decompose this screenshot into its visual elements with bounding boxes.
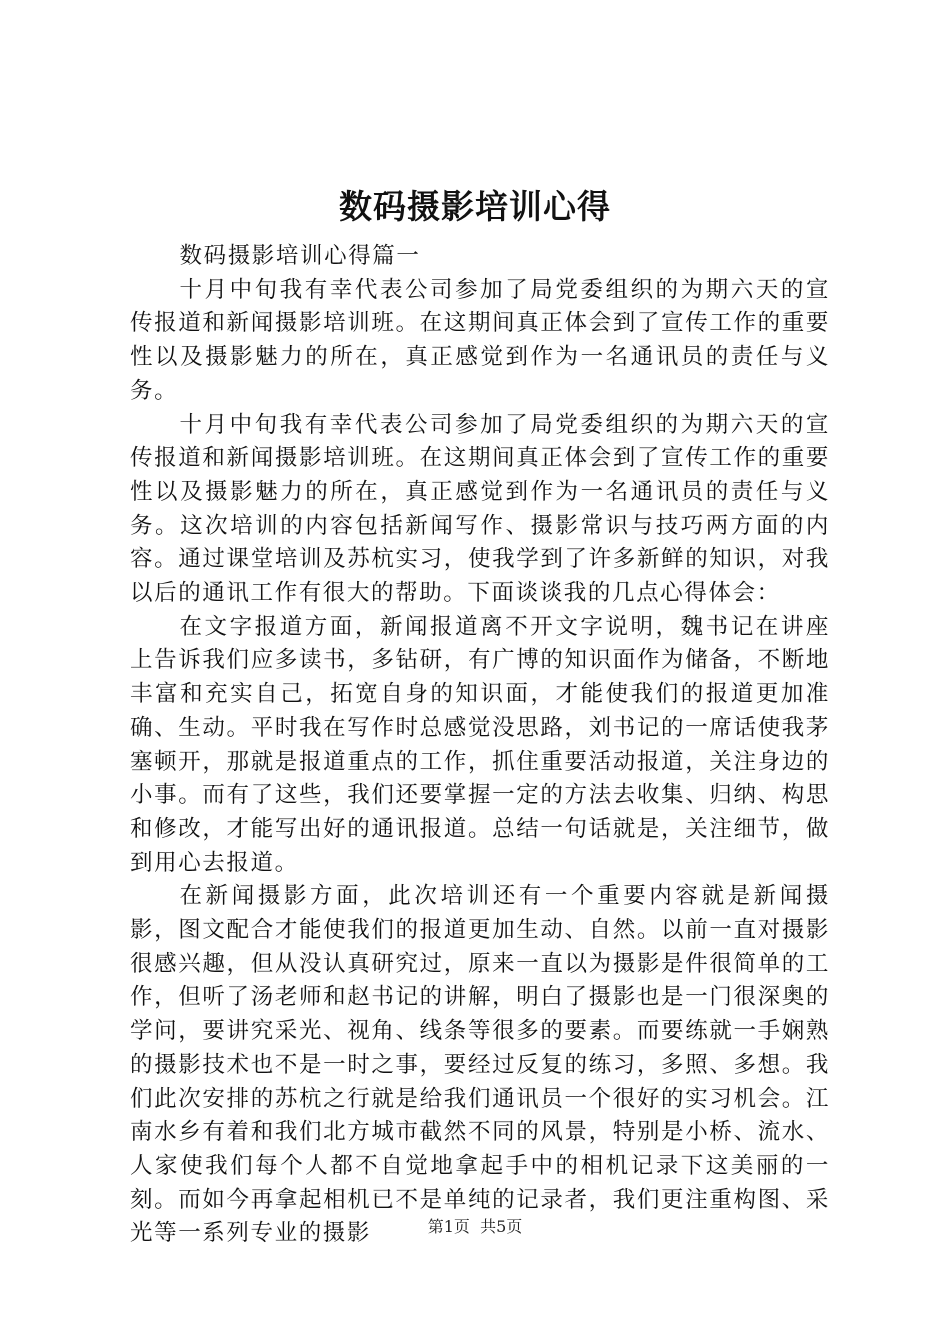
document-title: 数码摄影培训心得 xyxy=(339,187,611,226)
page-total: 共5页 xyxy=(480,1217,523,1236)
document-body xyxy=(130,240,830,1251)
page-number: 第1页 xyxy=(427,1217,470,1236)
page-footer xyxy=(0,1216,950,1238)
paragraph-2: 十月中旬我有幸代表公司参加了局党委组织的为期六天的宣传报道和新闻摄影培训班。在这期间真正体会到了宣传工作的重要性以及摄影魅力的所在，真正感觉到作为一名通讯员的责任与义务。这次培训的内容包括新闻写作、摄影常识与技巧两方面的内容。通过课堂培训及苏杭实习，使我学到了许多新鲜的知识，对我以后的通讯工作有很大的帮助。下面谈谈我的几点心得体会： xyxy=(130,411,830,607)
section-heading: 数码摄影培训心得篇一 xyxy=(179,243,421,269)
paragraph-1: 十月中旬我有幸代表公司参加了局党委组织的为期六天的宣传报道和新闻摄影培训班。在这期间真正体会到了宣传工作的重要性以及摄影魅力的所在，真正感觉到作为一名通讯员的责任与义务。 xyxy=(130,276,830,404)
paragraph-3: 在文字报道方面，新闻报道离不开文字说明，魏书记在讲座上告诉我们应多读书，多钻研，有广博的知识面作为储备，不断地丰富和充实自己，拓宽自身的知识面，才能使我们的报道更加准确、生动。平时我在写作时总感觉没思路，刘书记的一席话使我茅塞顿开，那就是报道重点的工作，抓住重要活动报道，关注身边的小事。而有了这些，我们还要掌握一定的方法去收集、归纳、构思和修改，才能写出好的通讯报道。总结一句话就是，关注细节，做到用心去报道。 xyxy=(130,613,830,876)
footer-spacer xyxy=(470,1217,480,1236)
paragraph-4: 在新闻摄影方面，此次培训还有一个重要内容就是新闻摄影，图文配合才能使我们的报道更加生动、自然。以前一直对摄影很感兴趣，但从没认真研究过，原来一直以为摄影是件很简单的工作，但听了汤老师和赵书记的讲解，明白了摄影也是一门很深奥的学问，要讲究采光、视角、线条等很多的要素。而要练就一手娴熟的摄影技术也不是一时之事，要经过反复的练习，多照、多想。我们此次安排的苏杭之行就是给我们通讯员一个很好的实习机会。江南水乡有着和我们北方城市截然不同的风景，特别是小桥、流水、人家使我们每个人都不自觉地拿起手中的相机记录下这美丽的一刻。而如今再拿起相机已不是单纯的记录者，我们更注重构图、采光等一系列专业的摄影 xyxy=(130,883,830,1247)
